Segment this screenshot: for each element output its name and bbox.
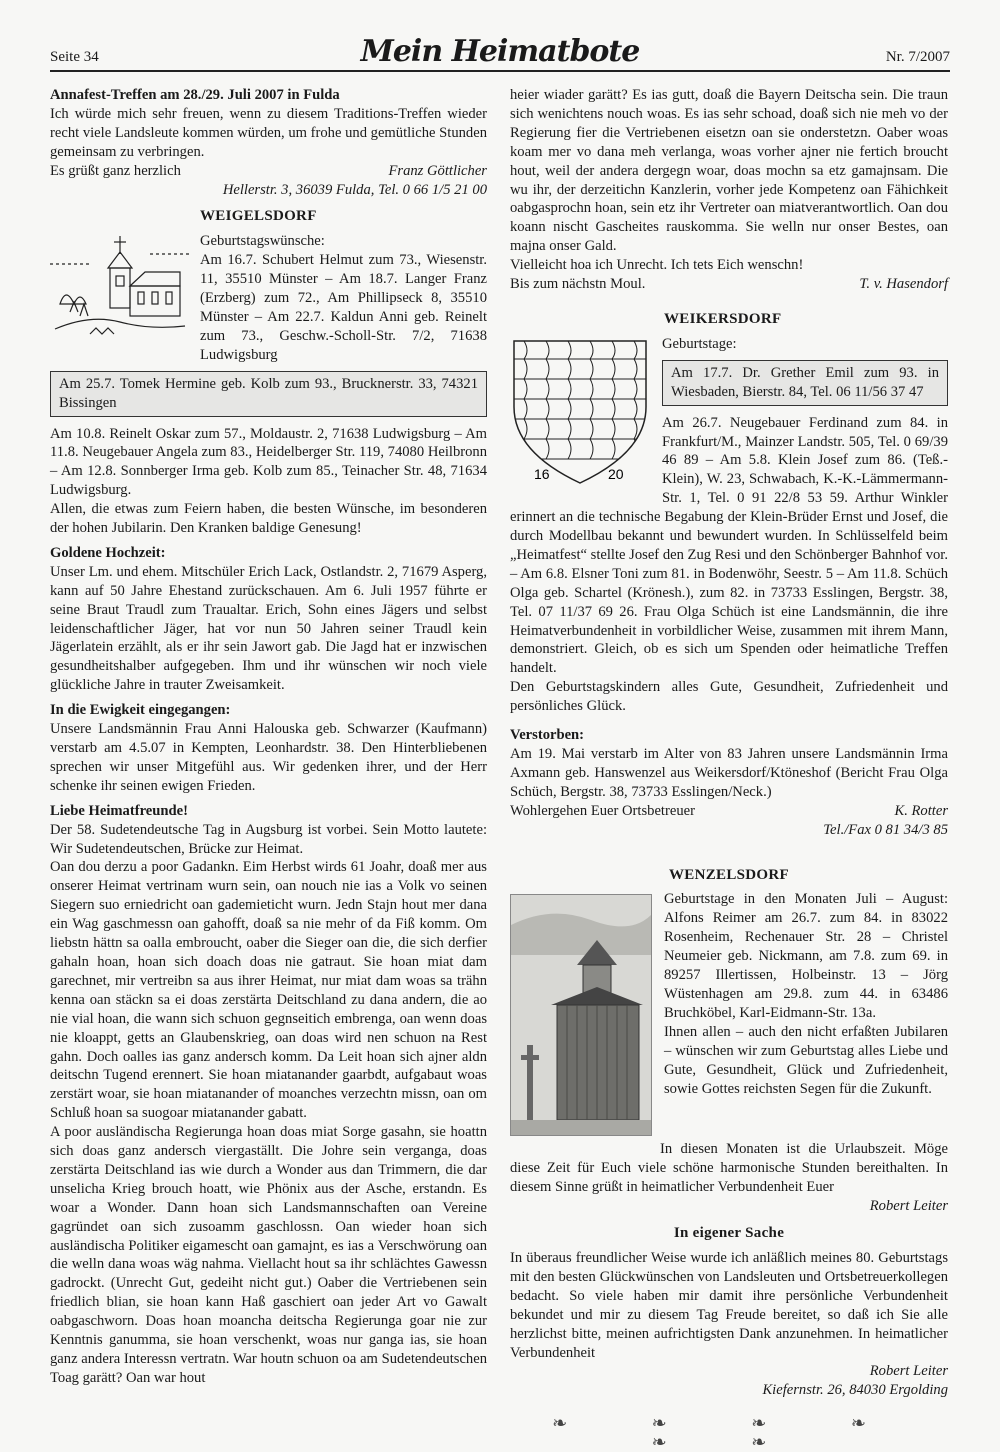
eigene-heading: In eigener Sache [673, 1225, 785, 1242]
annafest-address: Hellerstr. 3, 36039 Fulda, Tel. 0 66 1/5 21 00 [222, 181, 487, 198]
weigelsdorf-wishes: Allen, die etwas zum Feiern haben, die besten Wünsche, im besonderen der hohen Jubilarin. Den Kranken baldige Genesung! [50, 501, 487, 537]
weigelsdorf-more: Am 10.8. Reinelt Oskar zum 57., Moldaustr. 2, 71638 Ludwigsburg – Am 11.8. Neugebauer Angela zum 83., Heidelberger Str. 119, 74080 Heilbronn – Am 12.8. Sonnberger Irma geb. Kolb zum 85., Teinacher Str. 48, 71634 Ludwigsburg. [50, 425, 487, 499]
ewig-body: Unsere Landsmännin Frau Anni Halouska geb. Schwarzer (Kaufmann) verstarb am 4.5.07 in Kempten, Leonhardstr. 38. Den Hinterbliebenen sprechen wir unser Mitgefühl aus. Wir gedenken ihrer, und der Herr schenke ihr seinen ewigen Frieden. [50, 721, 487, 794]
liebe-continued: heier wiader garätt? Es ias gutt, doaß die Bayern Deitscha sein. Die traun sich wenichtens nouch woas. Es ias sehr schoad, doaß sich nie meh vo der Regierung fier die Vertriebenen eisetzn oan sie onderstetzn. Oaber woas koam mer vo dana meh verlanga, woas vorher ajner nie fertich broucht hout, weil der andera dergegn woar, doas mochn sa etz gamajnsam. Die wu ihr, der derzeitichn Kanzlerin, vorher jede Kompetenz oan Fähichkeit oabgasprochn hoan, sein etz ihr Vertreter oan miatverantwortlich. Oan dou koann nischt Gascheites rauskomma. Sie welln nur onser Bestes, oan majna onser Gald. [510, 87, 948, 255]
annafest-body: Ich würde mich sehr freuen, wenn zu diesem Traditions-Treffen wieder recht viele Landsleute kommen würden, um frohe und gemütliche Stunden gemeinsam zu verbringen. [50, 105, 487, 160]
wenzelsdorf-body-2: Ihnen allen – auch den nicht erfaßten Jubilaren – wünschen wir zum Geburtstag alles Liebe und Gute, Gesundheit, Glück und Zufriedenheit, sowie Gottes reichsten Segen für die Zukunft. [664, 1023, 948, 1097]
weikersdorf-regards: Wohlergehen Euer Ortsbetreuer [510, 802, 695, 819]
weikersdorf-body: Am 26.7. Neugebauer Ferdinand zum 84. in Frankfurt/M., Mainzer Landstr. 505, Tel. 0 69/39 46 89 – Am 5.8. Klein Josef zum 86. (Teß.-Klein), W. 23, Schwabach, K.-K.-Lämmermann-Str. 1, Tel. 0 91 22/8 53 59. Arthur Winkler erinnert an die technische Begabung der Klein-Brüder Ernst und Josef, die durch Modellbau bekannt und bewundert wurden. In Schlüsselfeld beim „Heimatfest“ stellte Josef den Zug Resi und den Schönberger Bahnhof vor. – Am 6.8. Elsner Toni zum 81. in Bodenwöhr, Seestr. 5 – Am 11.8. Schüch Olga geb. Schartel (Krönesh.), zum 82. in 73733 Esslingen, Bergstr. 38, Tel. 07 11/37 69 26. Frau Olga Schüch ist eine Landsmännin, die ihre Heimatverbundenheit in vorbildlicher Weise, zusammen mit ihrem Mann, demonstriert. Gleich, ob es sich um Spenden oder heimatliche Treffen handelt. [510, 414, 948, 677]
weikersdorf-signoff [510, 802, 948, 821]
liebe-p3: A poor ausländischa Regierunga hoan doas miat Sorge gasahn, sie hoattn sich doas ganz andersch viergaställt. Die Johre sein verganga, doas zerstärta Deitschland ias wie durch a Wonder aus dan Trimmern, die dar unselicha Krieg brouch hoatt, wie Phönix aus der Asche, erstandn. Es woar a Wonder. Dann hoan sich Landsmannschaften oan Vereine gagründet oan sich zusoamm gaschlossn. Oan wieder hoan sich ausländischa Politiker eigamescht oan gamajnt, es ias a Verschwörung oan die welln dana woas wäg nahma. Viellacht hout sa ihr schlächtes Gawessn gadrockt. (Unrecht Gut, gedeiht nicht gut.) Oaber die Vertriebenen sein friedlich blian, sie hoan kann Haß gaschiert oan jeder Art vo Gawalt oabgaschworn. Doas hoan moancha deitscha Regierunga goar nie zur Kenntnis ganumma, sie hoan verschenkt, woas nur ganga ias, sie hoan ganz andera Interessn vertratn. War houtn schuon oa am Sudetendeutschen Toag garätt? Oan war hout [50, 1124, 487, 1386]
weikersdorf-sub: Geburtstage: [662, 335, 737, 352]
ornament-row: ❧ ❧ ❧ ❧ ❧ ❧ [552, 1413, 906, 1452]
liebe-continued-2: Vielleicht hoa ich Unrecht. Ich tets Eich wenschn! [510, 257, 804, 274]
ewig-title: In die Ewigkeit eingegangen: [50, 702, 231, 719]
liebe-title: Liebe Heimatfreunde! [50, 802, 188, 819]
liebe-signoff [510, 275, 948, 294]
left-column [50, 86, 487, 1388]
verstorben-title: Verstorben: [510, 727, 585, 744]
page-header [50, 30, 950, 72]
issue-number: Nr. 7/2007 [885, 49, 950, 65]
weigelsdorf-highlight-box [50, 371, 487, 417]
weikersdorf-author: K. Rotter [894, 802, 948, 819]
chapel-image [511, 895, 651, 1135]
weikersdorf-tel: Tel./Fax 0 81 34/3 85 [823, 821, 948, 838]
wenzelsdorf-body-3: In diesen Monaten ist die Urlaubszeit. Möge diese Zeit für Euch viele schöne harmonische Stunden bereithalten. In diesem Sinne grüßt in heimatlicher Verbundenheit Euer [510, 1141, 948, 1196]
annafest-author: Franz Göttlicher [388, 162, 487, 179]
annafest-title: Annafest-Treffen am 28./29. Juli 2007 in Fulda [50, 87, 340, 103]
eigene-body: In überaus freundlicher Weise wurde ich anläßlich meines 80. Geburtstags mit den besten Glückwünschen von Landsleuten und Ortsbetreuerkollegen bedacht. So viele haben mir damit ihre persönliche Verbundenheit bekundet und mir zu diesem Tag Freude bereitet, so daß ich Sie alle herzlichst bitte, meinen aufrichtigsten Dank anzunehmen. In heimatlicher Verbundenheit [510, 1249, 948, 1361]
church-drawing [50, 234, 190, 350]
annafest-greet: Es grüßt ganz herzlich [50, 162, 181, 179]
verstorben-body: Am 19. Mai verstarb im Alter von 83 Jahren unsere Landsmännin Irma Axmann geb. Hanswenzel aus Weikersdorf/Ktöneshof (Bericht Frau Olga Schüch, Bergstr. 38, 73733 Esslingen/Neck.) [510, 746, 948, 800]
weikersdorf-wishes: Den Geburtstagskindern alles Gute, Gesundheit, Zufriedenheit und persönliches Glück. [510, 679, 948, 715]
shield-year-right: 20 [608, 465, 624, 482]
shield-icon [510, 337, 650, 487]
weigelsdorf-birthdays: Am 16.7. Schubert Helmut zum 73., Wiesenstr. 11, 35510 Münster – Am 18.7. Langer Franz (Erzberg) zum 72., Am Phillipseck 8, 35510 Münster – Am 22.7. Kaldun Anni geb. Reinelt zum 73., Geschw.-Scholl-Str. 7/2, 71638 Ludwigsburg [200, 252, 487, 363]
gold-body: Unser Lm. und ehem. Mitschüler Erich Lack, Ostlandstr. 2, 71679 Asperg, kann auf 50 Jahre Ehestand zurückschauen. Am 6. Juli 1957 führte er seine Braut Traudl zum Traualtar. Erich, Sohn eines Jägers und selbst leidenschaftlicher Jäger, hat vor nun 50 Jahren seiner Traudl kein Jägerlatein erzählt, als er ihr sein Jawort gab. Die Jagd hat er inzwischen gesundheitshalber aufgegeben. Ihm und ihr wünschen wir noch viele glückliche Jahre in trauter Zweisamkeit. [50, 563, 487, 694]
page-number: Seite 34 [50, 49, 99, 65]
weigelsdorf-heading: WEIGELSDORF [200, 208, 317, 225]
wenzelsdorf-author: Robert Leiter [869, 1198, 948, 1215]
liebe-bis: Bis zum nächstn Moul. [510, 276, 646, 293]
liebe-p1: Der 58. Sudetendeutsche Tag in Augsburg ist vorbei. Sein Motto lautete: Wir Sudetendeutschen, Brücke zur Heimat. [50, 821, 487, 857]
liebe-p2: Oan dou derzu a poor Gadankn. Eim Herbst wirds 61 Joahr, doaß mer aus onserer Heimat vertrinam wurn sein, oan nouch nie ias a Volk vo seinen Siegern suo erniedricht oan gademieticht wurn. Jedn Stajn hout mer dana ein Wag gaschmessn oan gahofft, doaß sa nie mehr of da Fiß komm. Om liebstn hättn sa oalla embroucht, oaber die Sieger oan die, die sich derfier gahaln hoan, hoan sich doach doas nie gatraut. Sie hoan miat dam garechnet, mir vertreibn sa aus ihrer Heimat, nur miat dam woas sa trähn kenna oan stäckn sa ei doas zerstärta Deitschland zu dana andern, die ao nie vial hoan, die wann sich schuon gegnseitich embrenga, oan wenn doas nie kloappt, getts an Glaubenskrieg, oan doas wird nen schuon na Rest gahn. Doch oalles ias ganz andersch komm. Da Leit hoan sich ajner aldn deitschn Tugend erennert. Sie hoan miatanander gaarbdt, aufgabaut woas zerstärt woar, sie hoan miatanander of moanches verzechtn missn, oan om Schluß hoan sa suogoar miatanander gabatt. [50, 859, 487, 1122]
weikersdorf-highlight-box [662, 360, 948, 406]
liebe-author: T. v. Hasendorf [859, 276, 948, 293]
church-icon [50, 234, 190, 344]
weigelsdorf-sub: Geburtstagswünsche: [200, 233, 325, 250]
masthead: Mein Heimatbote [360, 34, 640, 69]
weikersdorf-box-text: Am 17.7. Dr. Grether Emil zum 93. in Wiesbaden, Bierstr. 84, Tel. 06 11/56 37 47 [671, 364, 939, 400]
wenzelsdorf-heading: WENZELSDORF [669, 866, 789, 883]
eigene-address: Kiefernstr. 26, 84030 Ergolding [762, 1382, 948, 1399]
weigelsdorf-box-text: Am 25.7. Tomek Hermine geb. Kolb zum 93., Brucknerstr. 33, 74321 Bissingen [59, 375, 478, 411]
chapel-photo [510, 894, 652, 1136]
wenzelsdorf-body: Geburtstage in den Monaten Juli – August: Alfons Reimer am 26.7. zum 84. in 83022 Rosenheim, Rechenauer Str. 28 – Christel Neumeier geb. Nickmann, am 7.8. zum 69. in 89257 Illertissen, Holbeinstr. 13 – Jörg Wüstenhagen am 29.8. zum 44. in 63486 Bruchköbel, Karl-Eidmann-Str. 13a. [664, 891, 948, 1021]
right-column [510, 86, 948, 1452]
shield-year-left: 16 [534, 465, 550, 482]
weikersdorf-heading: WEIKERSDORF [664, 310, 782, 327]
eigene-author: Robert Leiter [869, 1363, 948, 1380]
annafest-greeting [50, 162, 487, 181]
coat-of-arms [510, 337, 650, 487]
gold-title: Goldene Hochzeit: [50, 544, 166, 561]
